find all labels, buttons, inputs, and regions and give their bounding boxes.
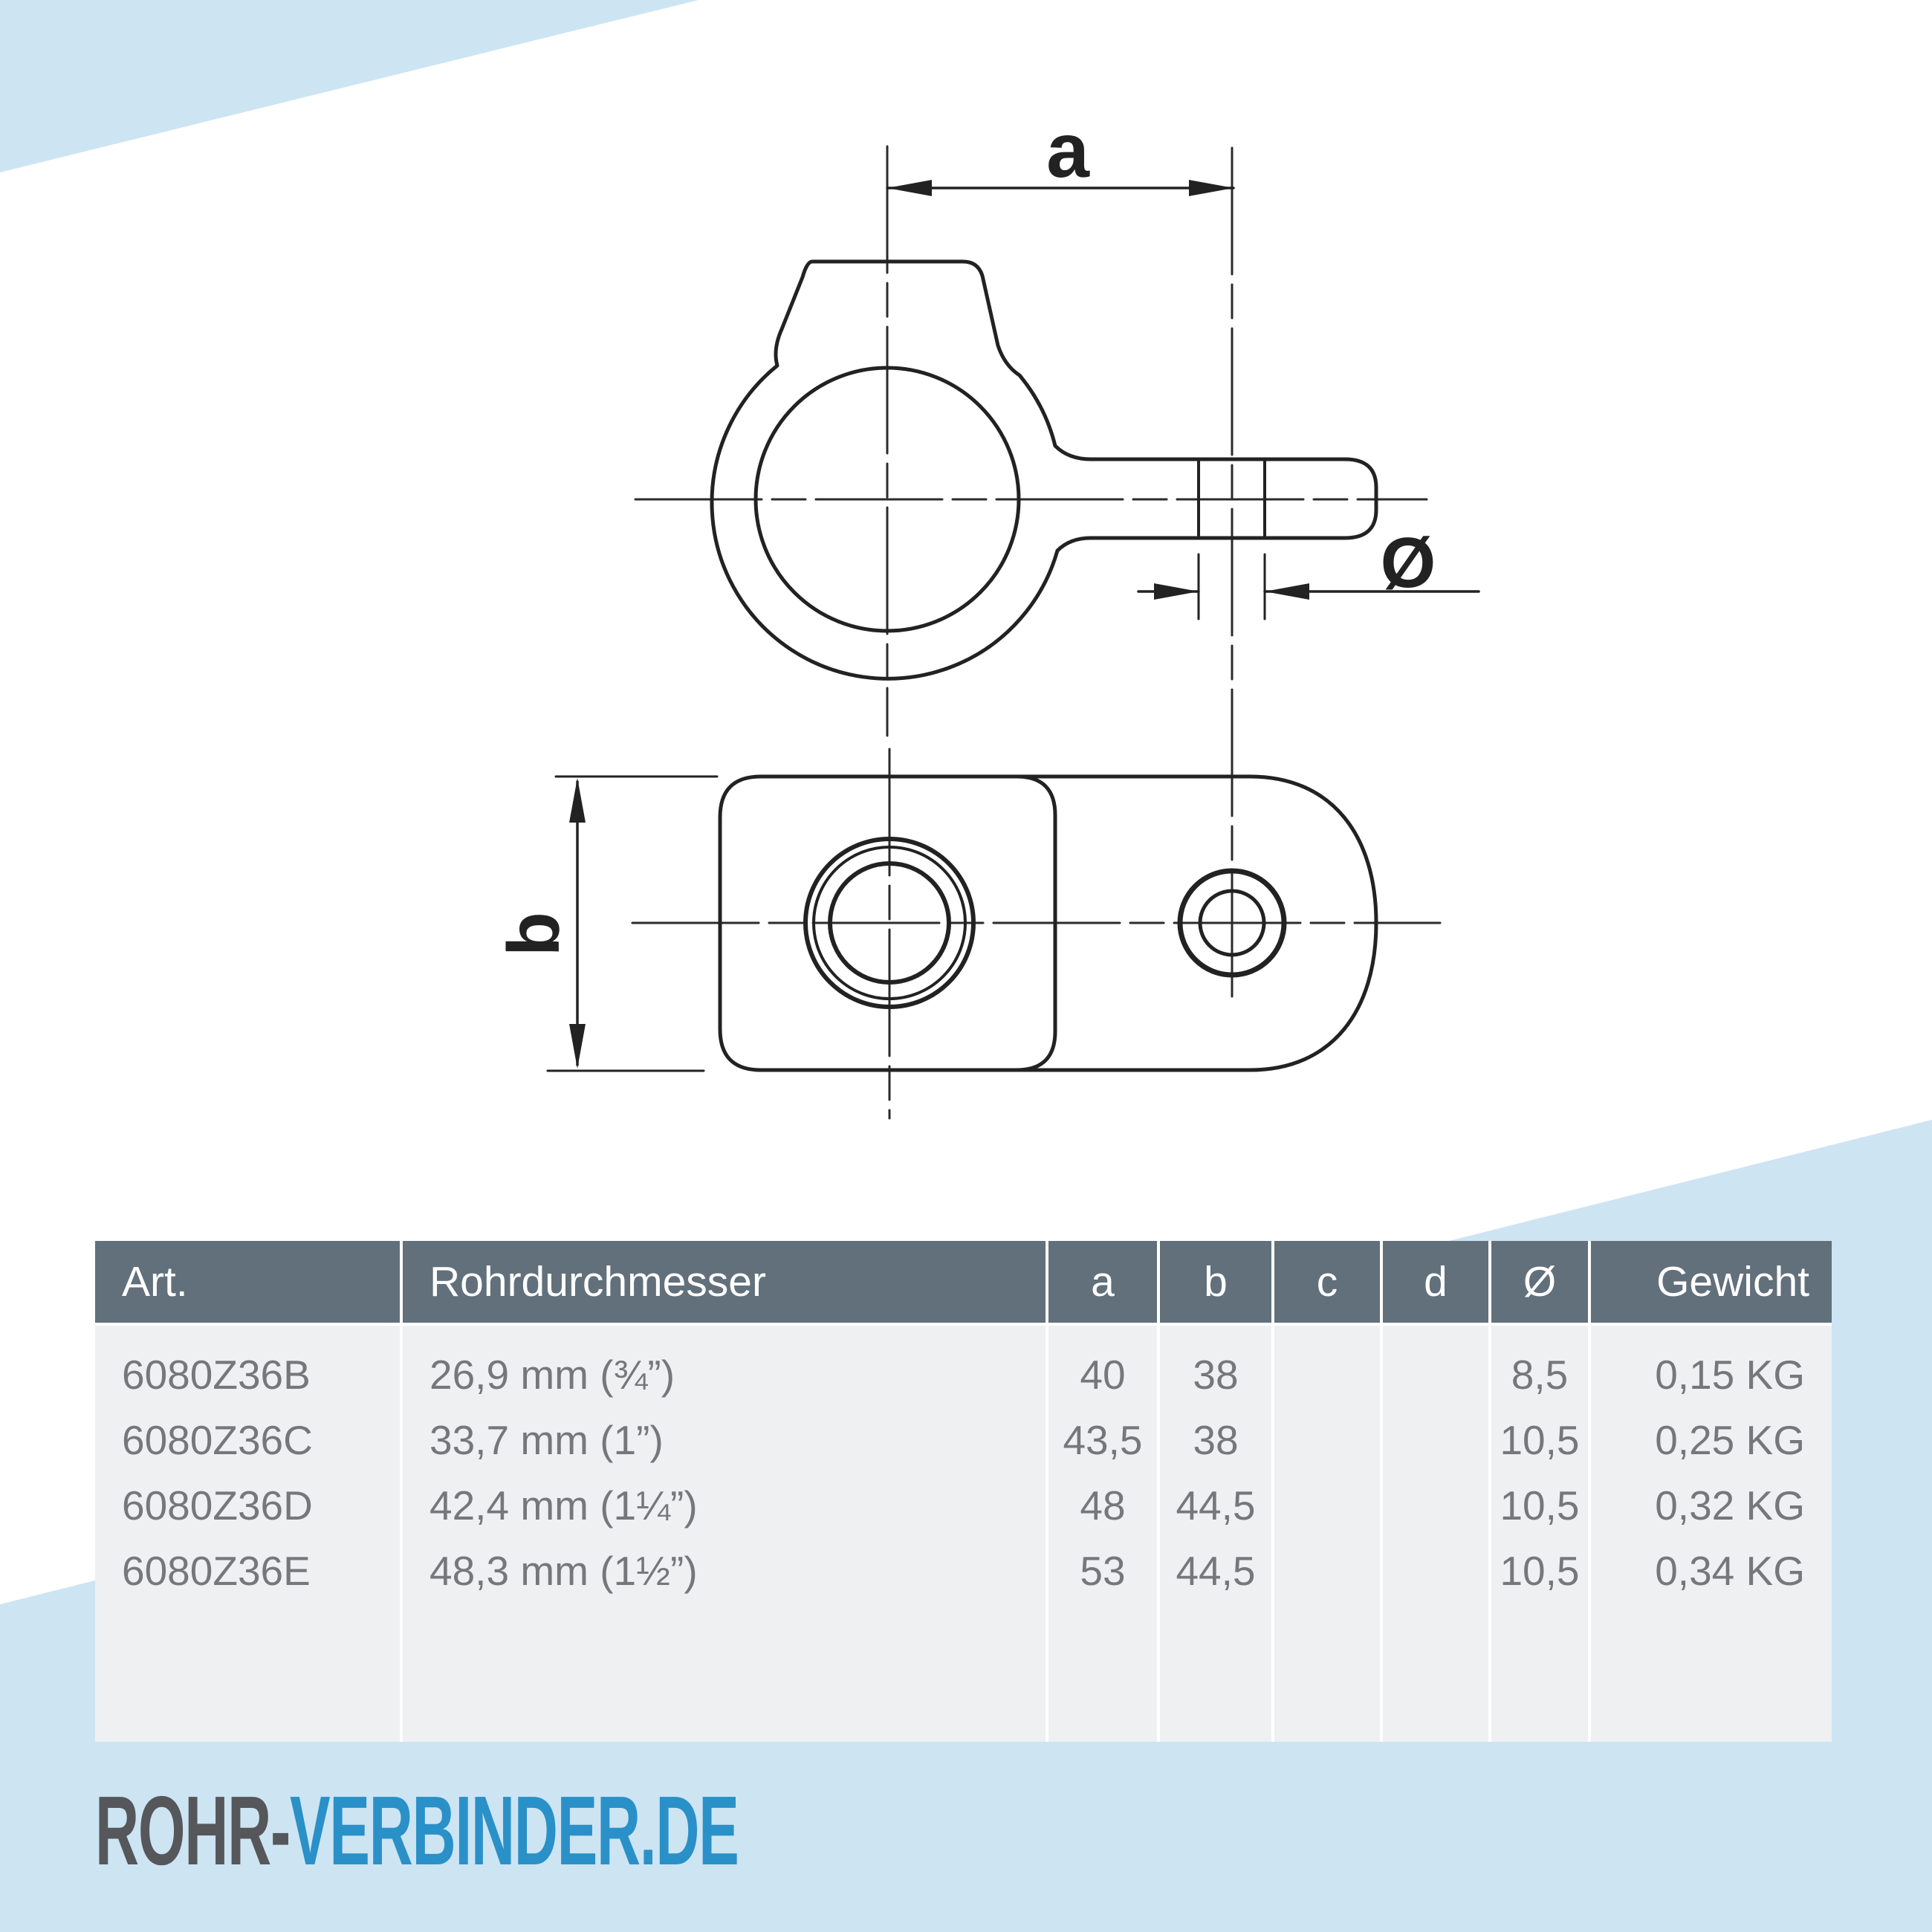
table-cell (1274, 1407, 1380, 1473)
table-cell: 10,5 (1500, 1548, 1580, 1594)
table-cell (1383, 1407, 1488, 1473)
column-header-rohrdurchmesser: Rohrdurchmesser (403, 1241, 1046, 1323)
centerlines-front (635, 146, 1427, 1002)
column-body-c (1274, 1326, 1380, 1742)
column-c (1274, 1241, 1380, 1742)
arrowhead-up (569, 778, 586, 823)
column-d (1383, 1241, 1488, 1742)
top-left-triangle-decoration (0, 0, 698, 172)
table-cell: 40 (1080, 1352, 1126, 1398)
table-cell: 6080Z36D (122, 1482, 313, 1529)
table-cell (1274, 1342, 1380, 1407)
table-cell (1383, 1473, 1488, 1538)
column-header-d: d (1383, 1241, 1488, 1323)
column-gewicht (1591, 1241, 1832, 1742)
column-body-rohrdurchmesser (403, 1326, 1046, 1742)
table-cell: 0,15 KG (1655, 1352, 1805, 1398)
logo-text-rohr: ROHR- (95, 1776, 291, 1885)
table-cell: 0,32 KG (1655, 1482, 1805, 1529)
table-cell: 44,5 (1176, 1482, 1256, 1529)
table-cell: 38 (1193, 1417, 1239, 1463)
table-cell (1383, 1538, 1488, 1604)
column-header-b: b (1160, 1241, 1271, 1323)
column-body-d (1383, 1326, 1488, 1742)
arrowhead-left (887, 180, 932, 196)
arrowhead-down (569, 1024, 586, 1069)
dim-label-b: b (493, 912, 574, 956)
column-body-gewicht (1591, 1326, 1832, 1742)
table-cell: 6080Z36B (122, 1352, 311, 1398)
column-b (1160, 1241, 1271, 1742)
column-diameter (1491, 1241, 1588, 1742)
table-cell: 10,5 (1500, 1482, 1580, 1529)
table-cell (1274, 1473, 1380, 1538)
top-view (548, 749, 1440, 1118)
dim-label-diameter: Ø (1380, 523, 1436, 603)
table-cell (1383, 1342, 1488, 1407)
table-cell: 44,5 (1176, 1548, 1256, 1594)
arrowhead-left-small (1265, 583, 1309, 600)
table-cell: 38 (1193, 1352, 1239, 1398)
table-cell: 0,25 KG (1655, 1417, 1805, 1463)
table-cell: 53 (1080, 1548, 1126, 1594)
logo-text-verbinder-de: VERBINDER.DE (290, 1776, 739, 1885)
column-header-a: a (1048, 1241, 1157, 1323)
table-cell: 8,5 (1511, 1352, 1569, 1398)
table-cell: 43,5 (1063, 1417, 1143, 1463)
table-cell (1274, 1538, 1380, 1604)
table-cell: 48 (1080, 1482, 1126, 1529)
table-cell: 26,9 mm (¾”) (429, 1352, 675, 1398)
dim-label-a: a (1046, 108, 1089, 194)
centerlines-top-view (632, 749, 1440, 1118)
table-cell: 6080Z36E (122, 1548, 311, 1594)
clamp-outline (712, 262, 1376, 678)
column-rohrdurchmesser (403, 1241, 1046, 1742)
spec-table (95, 1241, 1832, 1742)
table-cell: 33,7 mm (1”) (429, 1417, 664, 1463)
column-body-a (1048, 1326, 1157, 1742)
arrowhead-right (1189, 180, 1234, 196)
column-body-art (95, 1326, 400, 1742)
table-cell: 42,4 mm (1¼”) (429, 1482, 698, 1529)
table-cell: 6080Z36C (122, 1417, 313, 1463)
column-a (1048, 1241, 1157, 1742)
column-header-art: Art. (95, 1241, 400, 1323)
column-header-c: c (1274, 1241, 1380, 1323)
column-header-gewicht: Gewicht (1591, 1241, 1832, 1323)
table-cell: 48,3 mm (1½”) (429, 1548, 698, 1594)
table-cell: 0,34 KG (1655, 1548, 1805, 1594)
column-header-diameter: Ø (1491, 1241, 1588, 1323)
table-cell: 10,5 (1500, 1417, 1580, 1463)
column-body-b (1160, 1326, 1271, 1742)
arrowhead-right-small (1154, 583, 1199, 600)
rohr-verbinder-logo (95, 1776, 739, 1885)
column-body-diameter (1491, 1326, 1588, 1742)
column-art (95, 1241, 400, 1742)
